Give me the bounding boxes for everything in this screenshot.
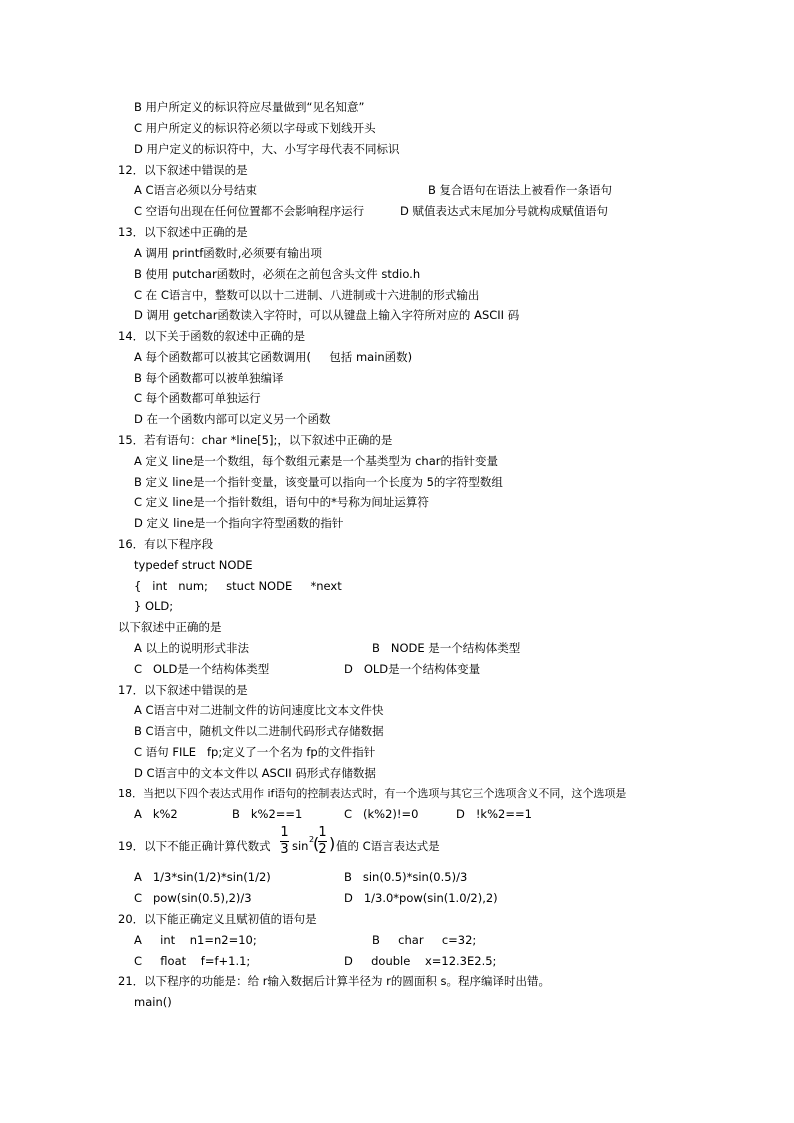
- option-c: C 在 C语言中，整数可以以十二进制、八进制或十六进制的形式输出: [134, 288, 480, 302]
- option-a: A 1/3*sin(1/2)*sin(1/2): [134, 870, 271, 884]
- question-stem: 17．以下叙述中错误的是: [118, 683, 248, 697]
- question-stem: 21．以下程序的功能是：给 r输入数据后计算半径为 r的圆面积 s。程序编译时出错。: [118, 974, 551, 988]
- option-b: B sin(0.5)*sin(0.5)/3: [344, 870, 468, 884]
- question-stem: 以下叙述中正确的是: [118, 620, 222, 634]
- sin-function: sin: [292, 839, 309, 853]
- code-line: { int num; stuct NODE *next: [134, 579, 342, 593]
- option-d: D !k%2==1: [456, 807, 532, 821]
- fraction: [318, 826, 327, 857]
- superscript: 2: [309, 835, 315, 844]
- option-d: D 1/3.0*pow(sin(1.0/2),2): [344, 891, 498, 905]
- fraction-denominator: 2: [318, 842, 327, 857]
- option-d: D 调用 getchar函数读入字符时，可以从键盘上输入字符所对应的 ASCII 码: [134, 308, 520, 322]
- option-b: B C语言中，随机文件以二进制代码形式存储数据: [134, 724, 384, 738]
- option-c: C pow(sin(0.5),2)/3: [134, 891, 252, 905]
- question-stem: 16．有以下程序段: [118, 537, 214, 551]
- option-c: C 空语句出现在任何位置都不会影响程序运行: [134, 204, 365, 218]
- option-c: C 定义 line是一个指针数组，语句中的*号称为间址运算符: [134, 495, 429, 509]
- option-c: C 语句 FILE fp;定义了一个名为 fp的文件指针: [134, 745, 376, 759]
- option-d: D OLD是一个结构体变量: [344, 662, 481, 676]
- option-a: A k%2: [134, 807, 178, 821]
- option-d: D C语言中的文本文件以 ASCII 码形式存储数据: [134, 766, 376, 780]
- code-line: typedef struct NODE: [134, 558, 253, 572]
- option-c: C 每个函数都可单独运行: [134, 391, 261, 405]
- question-stem: 13．以下叙述中正确的是: [118, 225, 248, 239]
- question-stem: 14．以下关于函数的叙述中正确的是: [118, 329, 306, 343]
- question-stem: 18．当把以下四个表达式用作 if语句的控制表达式时，有一个选项与其它三个选项含义不同，这个选项是: [118, 787, 627, 800]
- option-a: A 调用 printf函数时,必须要有输出项: [134, 246, 322, 260]
- option-b: B 复合语句在语法上被看作一条语句: [428, 183, 613, 197]
- option-b: B 定义 line是一个指针变量，该变量可以指向一个长度为 5的字符型数组: [134, 475, 503, 489]
- question-stem: 20．以下能正确定义且赋初值的语句是: [118, 912, 317, 926]
- option-a: A C语言中对二进制文件的访问速度比文本文件快: [134, 703, 384, 717]
- code-line: main(): [134, 995, 172, 1009]
- code-line: } OLD;: [134, 599, 174, 613]
- option-b: B NODE 是一个结构体类型: [372, 641, 521, 655]
- fraction-numerator: 1: [280, 825, 289, 840]
- option-d: D 赋值表达式末尾加分号就构成赋值语句: [400, 204, 609, 218]
- fraction: [280, 826, 289, 857]
- option-b: B k%2==1: [232, 807, 303, 821]
- paren-close: ): [329, 834, 336, 853]
- option-d: D 在一个函数内部可以定义另一个函数: [134, 412, 331, 426]
- option-c: C OLD是一个结构体类型: [134, 662, 270, 676]
- question-stem-tail: 值的 C语言表达式是: [336, 839, 440, 853]
- option-b: B 每个函数都可以被单独编译: [134, 371, 284, 385]
- option-b: B 使用 putchar函数时，必须在之前包含头文件 stdio.h: [134, 267, 421, 281]
- option-d: D 定义 line是一个指向字符型函数的指针: [134, 516, 344, 530]
- option-a: A C语言必须以分号结束: [134, 183, 258, 197]
- question-stem: 12．以下叙述中错误的是: [118, 163, 248, 177]
- option-a: A 以上的说明形式非法: [134, 641, 250, 655]
- paren-open: (: [313, 834, 320, 853]
- option-b: B 用户所定义的标识符应尽量做到“见名知意”: [134, 100, 365, 114]
- option-a: A 每个函数都可以被其它函数调用( 包括 main函数): [134, 350, 413, 364]
- fraction-denominator: 3: [280, 842, 289, 857]
- option-a: A 定义 line是一个数组，每个数组元素是一个基类型为 char的指针变量: [134, 454, 498, 468]
- fraction-numerator: 1: [318, 825, 327, 840]
- option-c: C 用户所定义的标识符必须以字母或下划线开头: [134, 121, 376, 135]
- option-d: D double x=12.3E2.5;: [344, 954, 497, 968]
- question-stem: 15．若有语句：char *line[5];，以下叙述中正确的是: [118, 433, 393, 447]
- option-d: D 用户定义的标识符中，大、小写字母代表不同标识: [134, 142, 400, 156]
- question-stem: 19．以下不能正确计算代数式: [118, 839, 271, 853]
- option-c: C float f=f+1.1;: [134, 954, 251, 968]
- option-c: C (k%2)!=0: [344, 807, 419, 821]
- option-a: A int n1=n2=10;: [134, 933, 257, 947]
- option-b: B char c=32;: [372, 933, 477, 947]
